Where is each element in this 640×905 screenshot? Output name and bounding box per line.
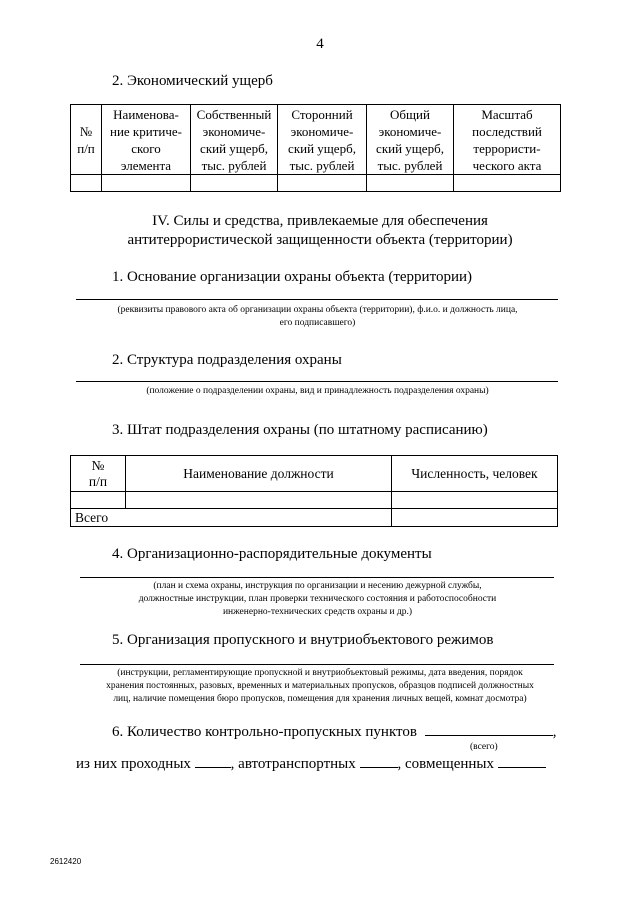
table-total-row xyxy=(71,509,558,527)
item-4-note-line: инженерно-технических средств охраны и др.) xyxy=(222,607,413,617)
staff-table xyxy=(70,455,558,527)
page-number: 4 xyxy=(316,36,324,52)
item-1-note-line: его подписавшего) xyxy=(279,318,356,328)
table-cell xyxy=(278,175,367,192)
combined-checkpoints-blank xyxy=(498,766,546,768)
table-cell xyxy=(71,175,102,192)
table-cell xyxy=(392,492,558,509)
item-4-note-line: (план и схема охраны, инструкция по организации и несению дежурной службы, xyxy=(153,581,482,591)
item-6-label: 6. Количество контрольно-пропускных пунктов xyxy=(112,724,417,740)
item-5-note-line: лиц, наличие помещения бюро пропусков, помещения для хранения личных вещей, комнат досмотра) xyxy=(113,694,527,704)
col-own-damage-header: Собственный экономиче- ский ущерб, тыс. рублей xyxy=(191,105,278,175)
total-label: Всего xyxy=(71,509,392,527)
item-6-line2 xyxy=(76,755,546,773)
item-2-note: (положение о подразделении охраны, вид и принадлежность подразделения охраны) xyxy=(146,386,489,396)
section-4-title-line2: антитеррористической защищенности объекта (территории) xyxy=(127,232,513,248)
item-1-label: 1. Основание организации охраны объекта (территории) xyxy=(112,269,472,285)
col-headcount-header: Численность, человек xyxy=(392,456,558,492)
table-cell xyxy=(392,509,558,527)
col-consequences-scale-header: Масштаб последствий террористи- ческого акта xyxy=(454,105,561,175)
item-6-total-note: (всего) xyxy=(470,742,498,752)
item-1-fill-line xyxy=(76,299,558,300)
table-cell xyxy=(71,492,126,509)
item-6-comma: , xyxy=(552,724,557,740)
section-2-title: 2. Экономический ущерб xyxy=(112,73,273,89)
col-total-damage-header: Общий экономиче- ский ущерб, тыс. рублей xyxy=(367,105,454,175)
col-number-header: № п/п xyxy=(71,456,126,492)
item-5-fill-line xyxy=(80,664,554,665)
item-4-label: 4. Организационно-распорядительные документы xyxy=(112,546,432,562)
item-6-total-blank xyxy=(425,734,553,736)
item-2-label: 2. Структура подразделения охраны xyxy=(112,352,342,368)
item-4-fill-line xyxy=(80,577,554,578)
table-cell xyxy=(126,492,392,509)
item-1-note-line: (реквизиты правового акта об организации охраны объекта (территории), ф.и.о. и должность лица, xyxy=(117,305,518,315)
col-number-header: № п/п xyxy=(71,105,102,175)
col-position-header: Наименование должности xyxy=(126,456,392,492)
vehicle-checkpoints-label: , автотранспортных xyxy=(230,756,356,772)
item-5-label: 5. Организация пропускного и внутриобъектового режимов xyxy=(112,632,494,648)
item-3-label: 3. Штат подразделения охраны (по штатному расписанию) xyxy=(112,422,488,438)
combined-checkpoints-label: , совмещенных xyxy=(397,756,494,772)
economic-damage-table xyxy=(70,104,561,192)
item-5-note xyxy=(56,667,584,706)
item-5-note-line: (инструкции, регламентирующие пропускной и внутриобъектовый режимы, дата введения, порядок xyxy=(117,668,523,678)
table-cell xyxy=(367,175,454,192)
vehicle-checkpoints-blank xyxy=(360,766,398,768)
document-code: 2612420 xyxy=(50,857,82,866)
table-cell xyxy=(102,175,191,192)
item-2-fill-line xyxy=(76,381,558,382)
checkpoints-blank xyxy=(195,766,231,768)
col-critical-element-header: Наименова- ние критиче- ского элемента xyxy=(102,105,191,175)
table-cell xyxy=(191,175,278,192)
checkpoints-label: из них проходных xyxy=(76,756,191,772)
item-4-note xyxy=(60,580,575,619)
table-row xyxy=(71,492,558,509)
section-4-title-line1: IV. Силы и средства, привлекаемые для обеспечения xyxy=(152,213,488,229)
item-1-note xyxy=(60,304,575,330)
table-row xyxy=(71,175,561,192)
item-5-note-line: хранения постоянных, разовых, временных и материальных пропусков, образцов подписей должностных xyxy=(106,681,534,691)
item-6-line1 xyxy=(112,723,556,741)
item-4-note-line: должностные инструкции, план проверки технического состояния и работоспособности xyxy=(138,594,497,604)
table-cell xyxy=(454,175,561,192)
col-third-party-damage-header: Сторонний экономиче- ский ущерб, тыс. рублей xyxy=(278,105,367,175)
